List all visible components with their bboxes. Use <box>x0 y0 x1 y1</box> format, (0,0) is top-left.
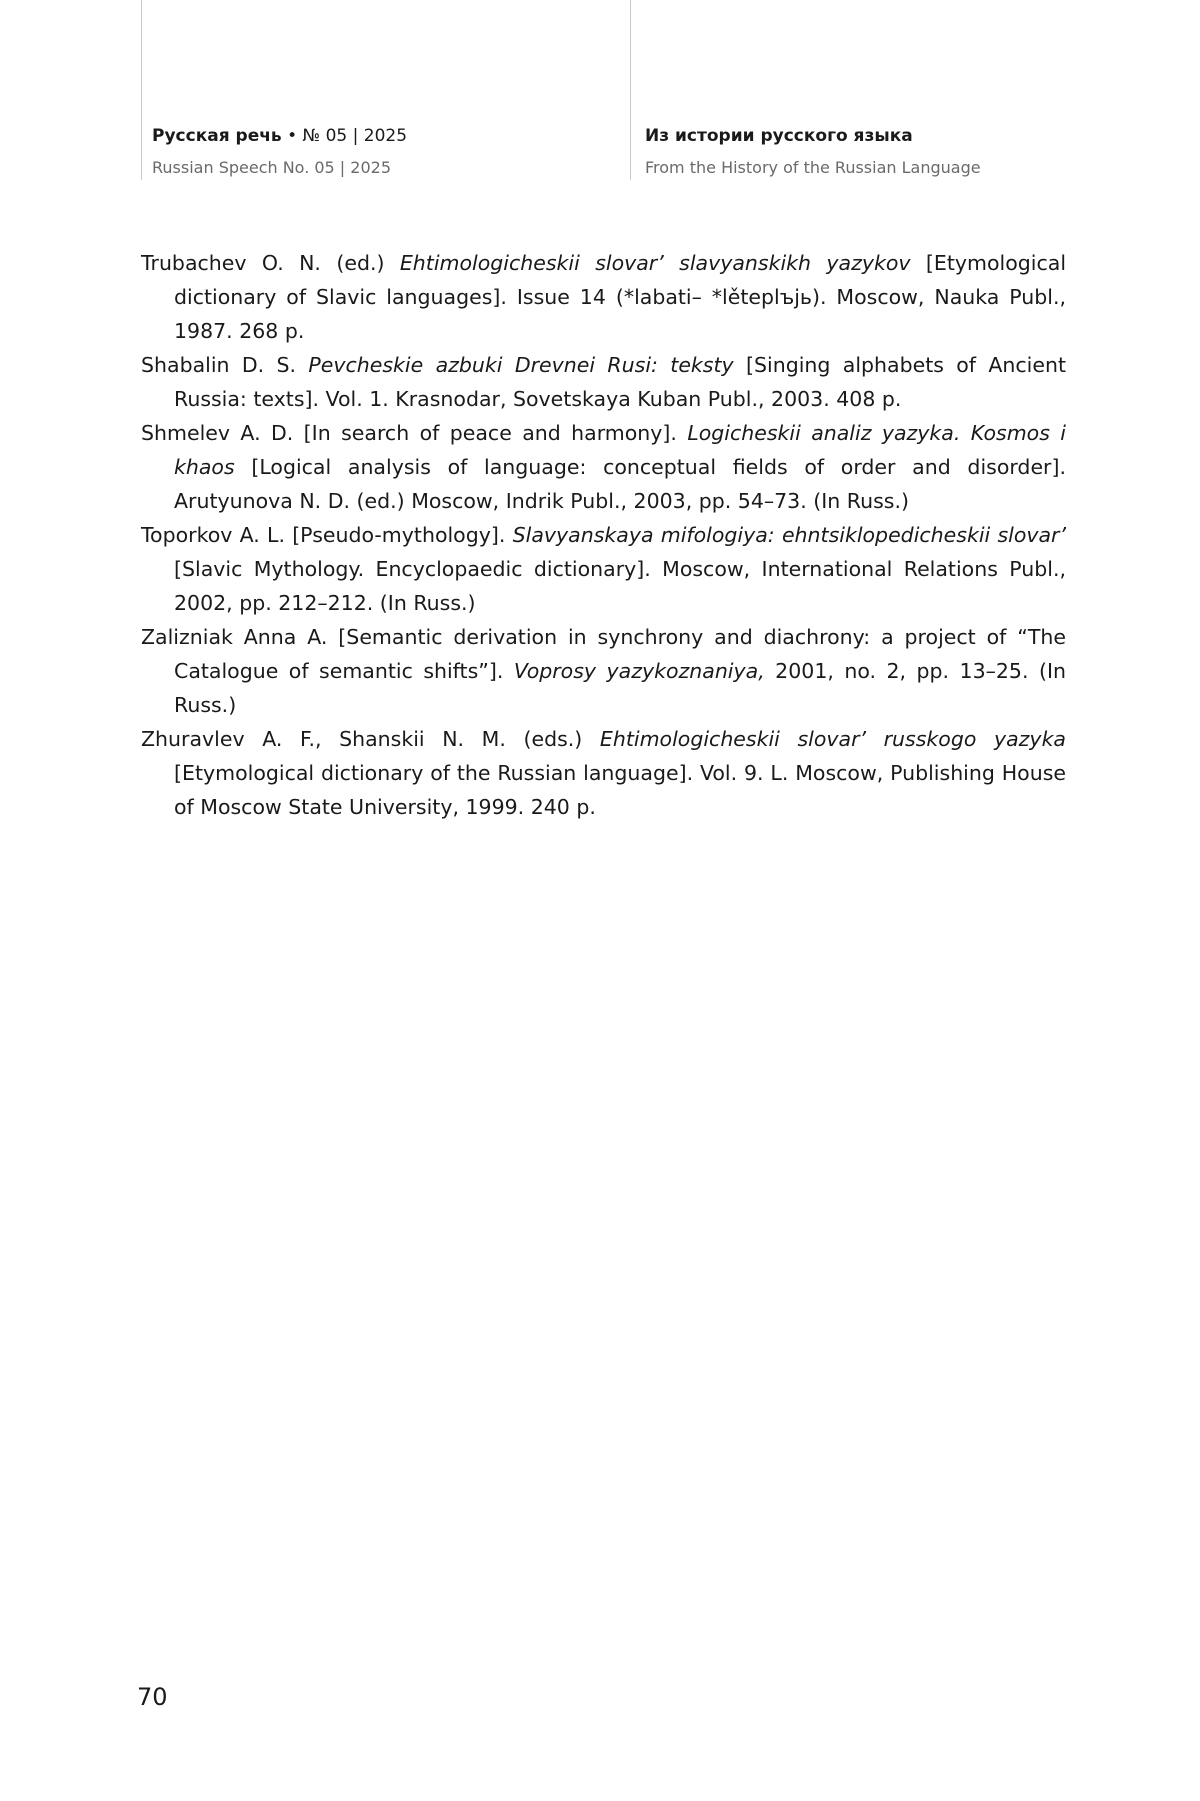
journal-title-ru <box>152 124 407 148</box>
reference-details: [Etymological dictionary of Slavic languages]. Issue 14 (*labati– *lěteplъjь). Moscow, Nauka Publ., 1987. 268 p. <box>174 251 1067 343</box>
reference-details: [Etymological dictionary of the Russian language]. Vol. 9. L. Moscow, Publishing House of Moscow State University, 1999. 240 p. <box>174 761 1066 819</box>
reference-authors: Zalizniak Anna A. [Semantic derivation in synchrony and diachrony: a project of “The Catalogue of semantic shifts”]. <box>141 625 1066 683</box>
section-title-en: From the History of the Russian Language <box>645 158 981 177</box>
reference-item <box>141 416 1066 518</box>
page-number: 70 <box>137 1683 168 1711</box>
journal-title-en: Russian Speech No. 05 | 2025 <box>152 158 391 177</box>
running-header-journal <box>152 124 407 180</box>
header-divider-right <box>630 0 631 180</box>
reference-authors: Trubachev O. N. (ed.) <box>141 251 400 275</box>
reference-details: 2001, no. 2, pp. 13–25. (In Russ.) <box>174 659 1066 717</box>
reference-item <box>141 620 1066 722</box>
reference-title-italic: Ehtimologicheskii slovar’ slavyanskikh yazykov <box>399 251 911 275</box>
reference-title-italic: Pevcheskie azbuki Drevnei Rusi: teksty <box>308 353 734 377</box>
reference-title-italic: Logicheskii analiz yazyka. Kosmos i khaos <box>174 421 1066 479</box>
reference-item <box>141 518 1066 620</box>
reference-details: [Singing alphabets of Ancient Russia: texts]. Vol. 1. Krasnodar, Sovetskaya Kuban Publ., 2003. 408 p. <box>174 353 1066 411</box>
reference-authors: Shabalin D. S. <box>141 353 309 377</box>
reference-item <box>141 246 1066 348</box>
reference-authors: Toporkov A. L. [Pseudo-mythology]. <box>141 523 513 547</box>
reference-title-italic: Ehtimologicheskii slovar’ russkogo yazyka <box>599 727 1066 751</box>
reference-details: [Logical analysis of language: conceptual fields of order and disorder]. Arutyunova N. D. (ed.) Moscow, Indrik Publ., 2003, pp. 54–73. (In Russ.) <box>174 455 1066 513</box>
reference-item <box>141 722 1066 824</box>
running-header-section <box>645 124 981 180</box>
journal-issue-ru: • № 05 | 2025 <box>281 126 408 146</box>
journal-name-ru: Русская речь <box>152 126 282 146</box>
header-divider-left <box>141 0 142 180</box>
reference-item <box>141 348 1066 416</box>
reference-details: [Slavic Mythology. Encyclopaedic dictionary]. Moscow, International Relations Publ., 2002, pp. 212–212. (In Russ.) <box>174 557 1066 615</box>
reference-authors: Zhuravlev A. F., Shanskii N. M. (eds.) <box>141 727 600 751</box>
reference-title-italic: Voprosy yazykoznaniya, <box>513 659 765 683</box>
reference-title-italic: Slavyanskaya mifologiya: ehntsiklopedicheskii slovar’ <box>512 523 1067 547</box>
reference-list <box>141 246 1066 824</box>
section-title-ru: Из истории русского языка <box>645 126 913 146</box>
reference-authors: Shmelev A. D. [In search of peace and harmony]. <box>141 421 688 445</box>
